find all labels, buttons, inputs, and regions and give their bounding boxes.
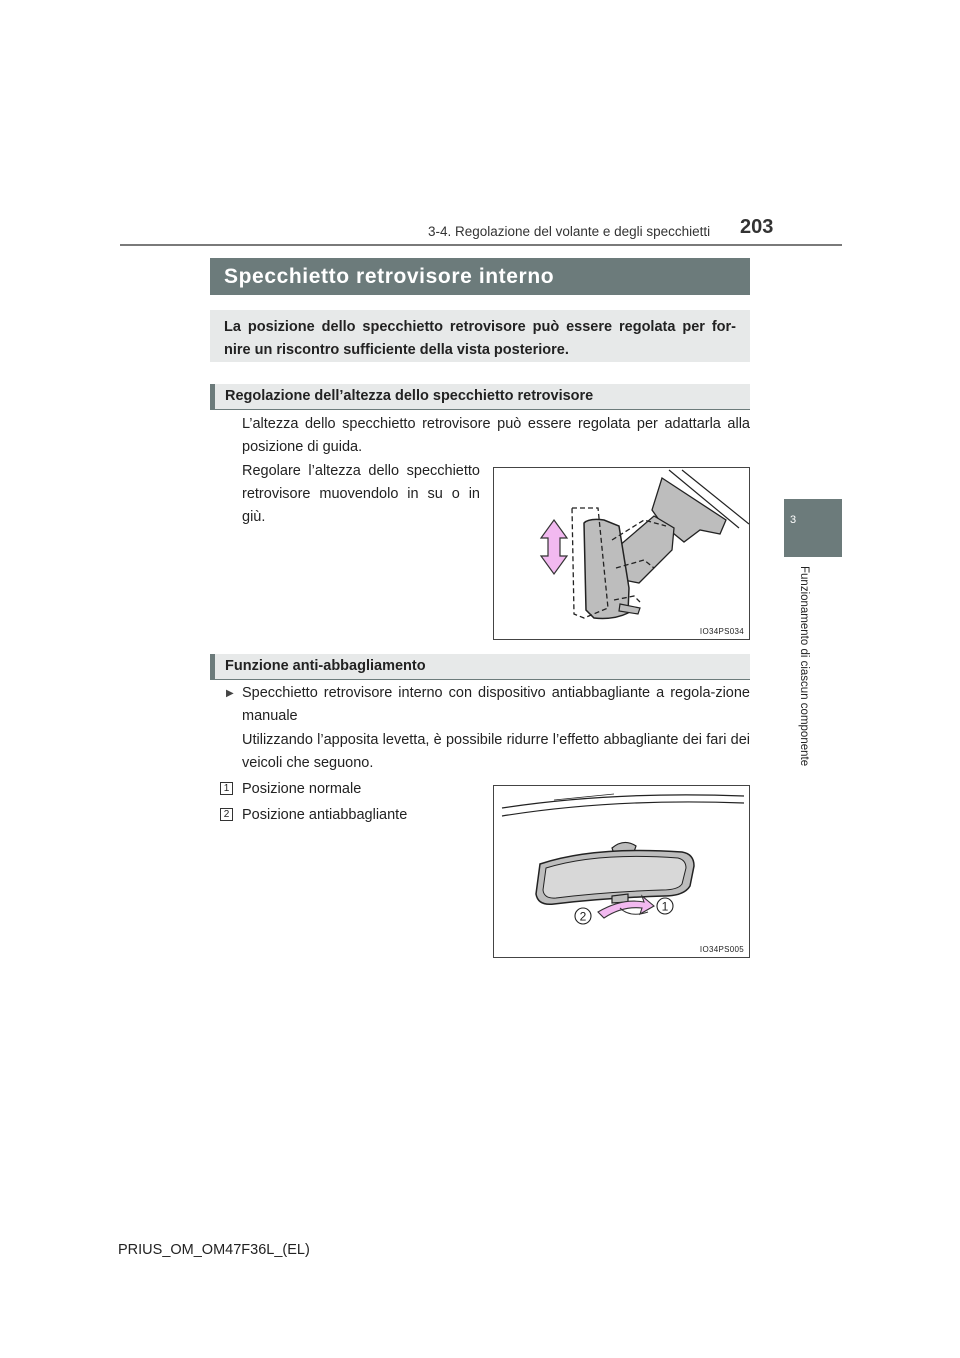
mirror-height-illustration <box>494 468 749 639</box>
chapter-title: Funzionamento di ciascun componente <box>798 566 810 767</box>
item-label-antiglare: Posizione antiabbagliante <box>242 807 408 823</box>
height-paragraph: L’altezza dello specchietto retrovisore può essere regolata per adattarla alla posizione di guida. <box>242 416 750 455</box>
item-number-2: 2 <box>220 808 233 821</box>
figure-code: IO34PS034 <box>699 627 744 636</box>
callout-1: 1 <box>661 899 669 914</box>
header-rule <box>120 244 842 246</box>
up-down-arrow-icon <box>541 520 567 574</box>
section-heading-antiglare: Funzione anti-abbagliamento <box>210 654 750 680</box>
page-number: 203 <box>740 216 774 238</box>
document-code-footer: PRIUS_OM_OM47F36L_(EL) <box>118 1242 310 1258</box>
antiglare-bullet: Specchietto retrovisore interno con dispositivo antiabbagliante a regola-zione manuale <box>242 685 750 724</box>
bullet-triangle-icon: ▶ <box>226 688 234 699</box>
running-header: 3-4. Regolazione del volante e degli specchietti <box>428 224 711 239</box>
figure-code: IO34PS005 <box>699 945 744 954</box>
intro-box: La posizione dello specchietto retrovisore può essere regolata per for-nire un riscontro sufficiente della vista posteriore. <box>210 310 750 362</box>
item-number-1: 1 <box>220 782 233 795</box>
section-heading-rule <box>210 409 750 410</box>
section-heading-rule <box>210 679 750 680</box>
height-instruction: Regolare l’altezza dello specchietto retrovisore muovendolo in su o in giù. <box>242 463 480 525</box>
chapter-tab <box>784 499 842 557</box>
section-heading-height: Regolazione dell’altezza dello specchietto retrovisore <box>210 384 750 410</box>
antiglare-illustration <box>494 786 749 957</box>
item-label-normal: Posizione normale <box>242 781 362 797</box>
antiglare-paragraph: Utilizzando l’apposita levetta, è possibile ridurre l’effetto abbagliante dei fari dei veicoli che seguono. <box>242 732 750 771</box>
antiglare-figure <box>493 785 750 958</box>
mirror-height-figure <box>493 467 750 640</box>
page-title: Specchietto retrovisore interno <box>210 258 750 295</box>
callout-2: 2 <box>579 909 587 924</box>
chapter-number: 3 <box>790 514 797 526</box>
